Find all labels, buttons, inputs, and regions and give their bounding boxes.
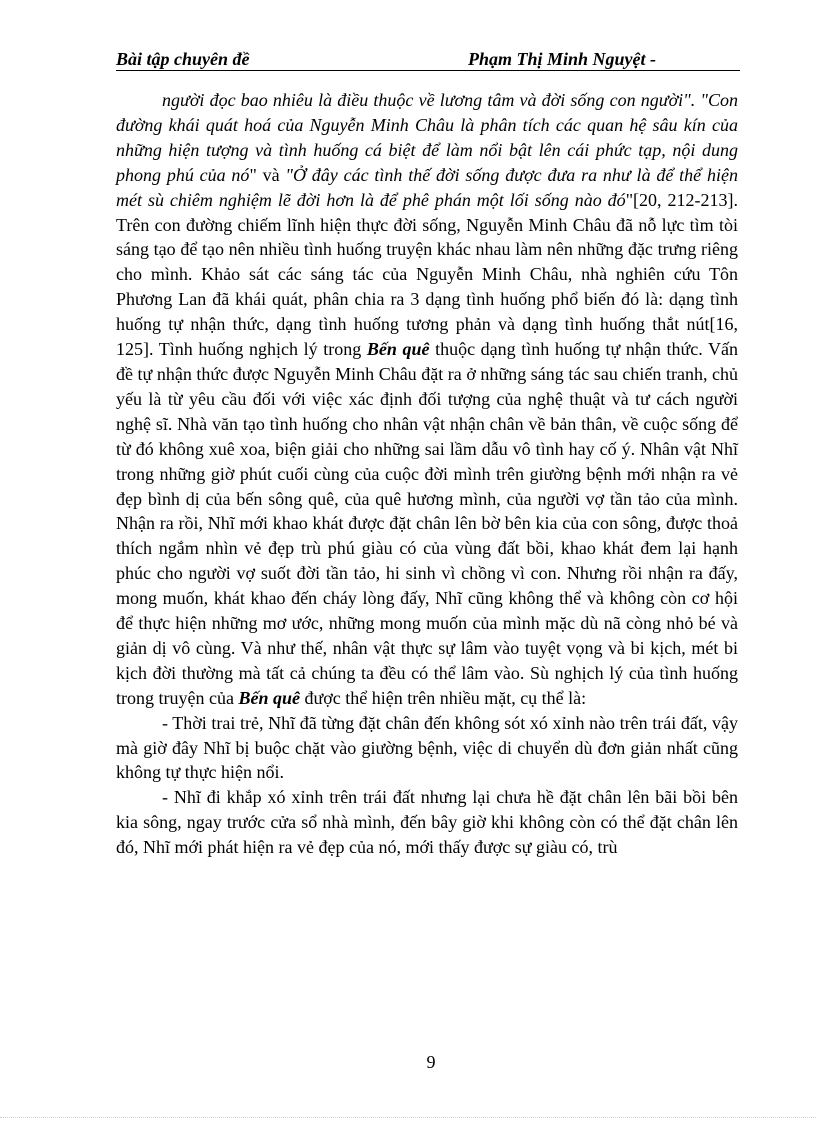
running-header <box>116 45 740 71</box>
paragraph <box>116 88 738 711</box>
header-course-title: Bài tập chuyên đề <box>116 49 250 69</box>
quote-text: người đọc bao nhiêu là điều thuộc về lương tâm và đời sống con người". <box>162 90 696 110</box>
paragraph-text: "[20, 212-213]. Trên con đường chiếm lĩnh hiện thực đời sống, Nguyễn Minh Châu đã nỗ lực tìm tòi sáng tạo để tạo nên nhiều tình huống truyện khác nhau làm nên những đặc trưng riêng cho mình. Khảo sát các sáng tác của Nguyễn Minh Châu, nhà nghiên cứu Tôn Phương Lan đã khái quát, phân chia ra 3 dạng tình huống phổ biến đó là: dạng tình huống tự nhận thức, dạng tình huống tương phản và dạng tình huống thắt nút[16, 125]. Tình huống nghịch lý trong <box>116 189 738 360</box>
paragraph-text: được thể hiện trên nhiều mặt, cụ thể là: <box>299 687 587 708</box>
paragraph-text: thuộc dạng tình huống tự nhận thức. Vấn đề tự nhận thức được Nguyễn Minh Châu đặt ra ở những sáng tác sau chiến tranh, chủ yếu là từ yêu cầu đối với việc xác định đối tượng của nghệ thuật và tư cách người nghệ sĩ. Nhà văn tạo tình huống cho nhân vật nhận chân về bản thân, về cuộc sống để từ đó không xuê xoa, biện giải cho những sai lầm dẫu vô tình hay cố ý. Nhân vật Nhĩ trong những giờ phút cuối cùng của cuộc đời mình trên giường bệnh mới nhận ra vẻ đẹp bình dị của bến sông quê, của quê hương mình, của người vợ tần tảo của mình. Nhận ra rồi, Nhĩ mới khao khát được đặt chân lên bờ bên kia của con sông, được thoả thích ngắm nhìn vẻ đẹp trù phú giàu có của vùng đất bồi, khao khát đem lại hạnh phúc cho người vợ suốt đời tần tảo, hi sinh vì chồng vì con. Nhưng rồi nhận ra đấy, mong muốn, khát khao đến cháy lòng đấy, Nhĩ cũng không thể và không còn cơ hội để thực hiện những mơ ước, những mong muốn của mình mặc dù nã còng nhỏ bé và giản dị vô cùng. Và như thế, nhân vật thực sự lâm vào tuyệt vọng và bi kịch, mét bi kịch đời thường mà tất cả chúng ta đều có thể lâm vào. Sù nghịch lý của tình huống trong truyện của <box>116 339 738 708</box>
quote-text: "Ở đây các tình thế đời sống được đưa ra như là để thể hiện mét sù chiêm nghiệm lẽ đời hơn là để phê phán một lối sống nào đó <box>116 164 738 210</box>
work-title: Bến quê <box>238 687 300 708</box>
quote-text: "Con đường khái quát hoá của Nguyễn Minh Châu là phân tích các quan hệ sâu kín của những hiện tượng và tình huống cá biệt để làm nổi bật lên cái phức tạp, nội dung phong phú của nó <box>116 90 738 185</box>
work-title: Bến quê <box>366 339 430 360</box>
header-rule <box>116 70 740 71</box>
paragraph: - Nhĩ đi khắp xó xỉnh trên trái đất nhưng lại chưa hề đặt chân lên bãi bồi bên kia sông, ngay trước cửa sổ nhà mình, đến bây giờ khi không còn có thể đặt chân lên đó, Nhĩ mới phát hiện ra vẻ đẹp của nó, mới thấy được sự giàu có, trù <box>116 787 738 858</box>
header-author: Phạm Thị Minh Nguyệt - <box>468 49 657 69</box>
page-number: 9 <box>426 1052 436 1072</box>
body-text <box>116 88 738 860</box>
connector-text: " và <box>249 164 286 185</box>
page-bottom-border <box>0 1117 816 1118</box>
paragraph: - Thời trai trẻ, Nhĩ đã từng đặt chân đến không sót xó xỉnh nào trên trái đất, vậy mà giờ đây Nhĩ bị buộc chặt vào giường bệnh, việc di chuyển dù đơn giản nhất cũng không tự thực hiện nổi. <box>116 712 738 783</box>
